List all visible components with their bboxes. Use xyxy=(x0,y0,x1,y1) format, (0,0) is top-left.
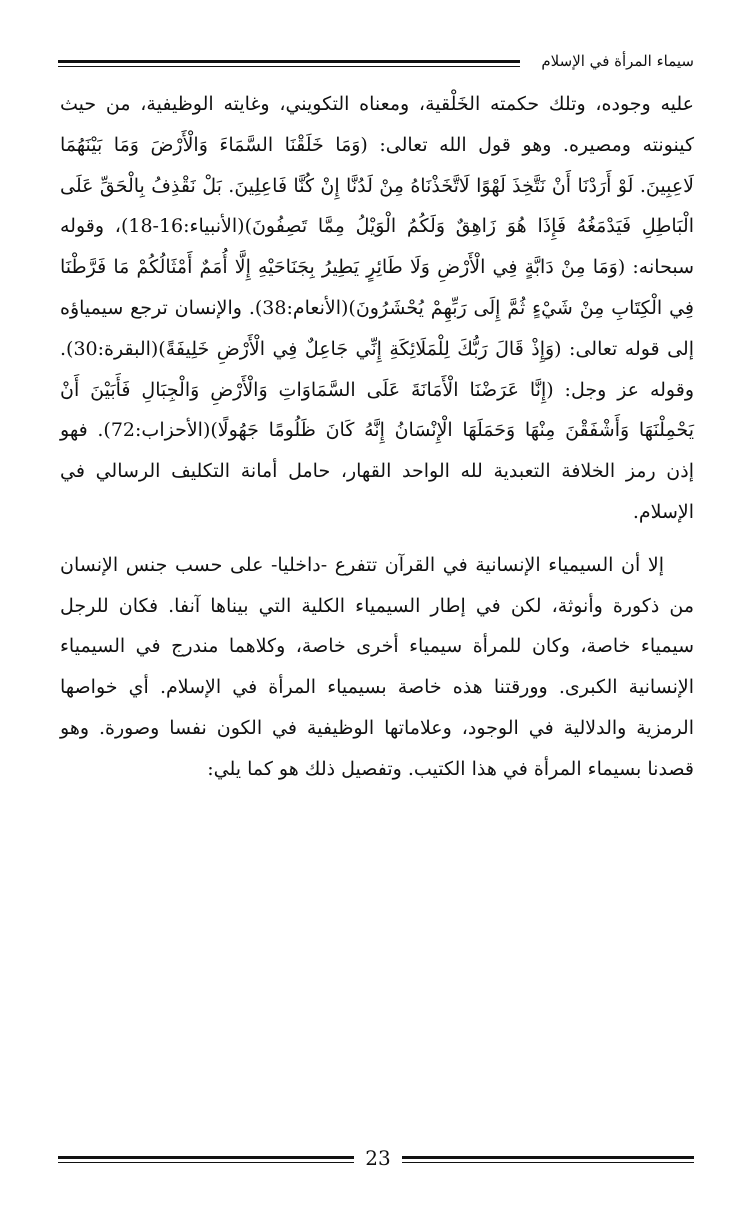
paragraph-2: إلا أن السيمياء الإنسانية في القرآن تتفرع -داخليا- على حسب جنس الإنسان من ذكورة وأنوثة، لكن في إطار السيمياء الكلية التي بيناها آنفا. فكان للرجل سيمياء خاصة، وكان للمرأة سيمياء أخرى خاصة، وكلاهما مندرج في السيمياء الإنسانية الكبرى. وورقتنا هذه خاصة بسيمياء المرأة في الإسلام. أي خواصها الرمزية والدلالية في الوجود، وعلاماتها الوظيفية في الكون نفسا وصورة. وهو قصدنا بسيماء المرأة في هذا الكتيب. وتفصيل ذلك هو كما يلي: xyxy=(60,553,694,780)
header-rule-thin xyxy=(58,66,520,67)
page-body xyxy=(60,84,694,790)
running-header xyxy=(58,48,694,78)
footer-rule-left-thin xyxy=(58,1162,354,1163)
page-footer xyxy=(58,1142,694,1182)
page-number: 23 xyxy=(365,1146,391,1170)
header-rule-thick xyxy=(58,60,520,63)
header-title: سيماء المرأة في الإسلام xyxy=(541,52,694,70)
footer-rule-right-thin xyxy=(402,1162,694,1163)
footer-rule-left-thick xyxy=(58,1156,354,1159)
paragraph-1: عليه وجوده، وتلك حكمته الخَلْقية، ومعناه التكويني، وغايته الوظيفية، من حيث كينونته ومصيره. وهو قول الله تعالى: (وَمَا خَلَقْنَا السَّمَاءَ وَالْأَرْضَ وَمَا بَيْنَهُمَا لَاعِبِينَ. لَوْ أَرَدْنَا أَنْ نَتَّخِذَ لَهْوًا لَاتَّخَذْنَاهُ مِنْ لَدُنَّا إِنْ كُنَّا فَاعِلِينَ. بَلْ نَقْذِفُ بِالْحَقِّ عَلَى الْبَاطِلِ فَيَدْمَغُهُ فَإِذَا هُوَ زَاهِقٌ وَلَكُمُ الْوَيْلُ مِمَّا تَصِفُونَ)(الأنبياء:16-18)، وقوله سبحانه: (وَمَا مِنْ دَابَّةٍ فِي الْأَرْضِ وَلَا طَائِرٍ يَطِيرُ بِجَنَاحَيْهِ إِلَّا أُمَمٌ أَمْثَالُكُمْ مَا فَرَّطْنَا فِي الْكِتَابِ مِنْ شَيْءٍ ثُمَّ إِلَى رَبِّهِمْ يُحْشَرُونَ)(الأنعام:38). والإنسان ترجع سيمياؤه إلى قوله تعالى: (وَإِذْ قَالَ رَبُّكَ لِلْمَلَائِكَةِ إِنِّي جَاعِلٌ فِي الْأَرْضِ خَلِيفَةً)(البقرة:30). وقوله عز وجل: (إِنَّا عَرَضْنَا الْأَمَانَةَ عَلَى السَّمَاوَاتِ وَالْأَرْضِ وَالْجِبَالِ فَأَبَيْنَ أَنْ يَحْمِلْنَهَا وَأَشْفَقْنَ مِنْهَا وَحَمَلَهَا الْإِنْسَانُ إِنَّهُ كَانَ ظَلُومًا جَهُولًا)(الأحزاب:72). فهو إذن رمز الخلافة التعبدية لله الواحد القهار، حامل أمانة التكليف الرسالي في الإسلام. xyxy=(60,93,694,523)
footer-rule-right-thick xyxy=(402,1156,694,1159)
